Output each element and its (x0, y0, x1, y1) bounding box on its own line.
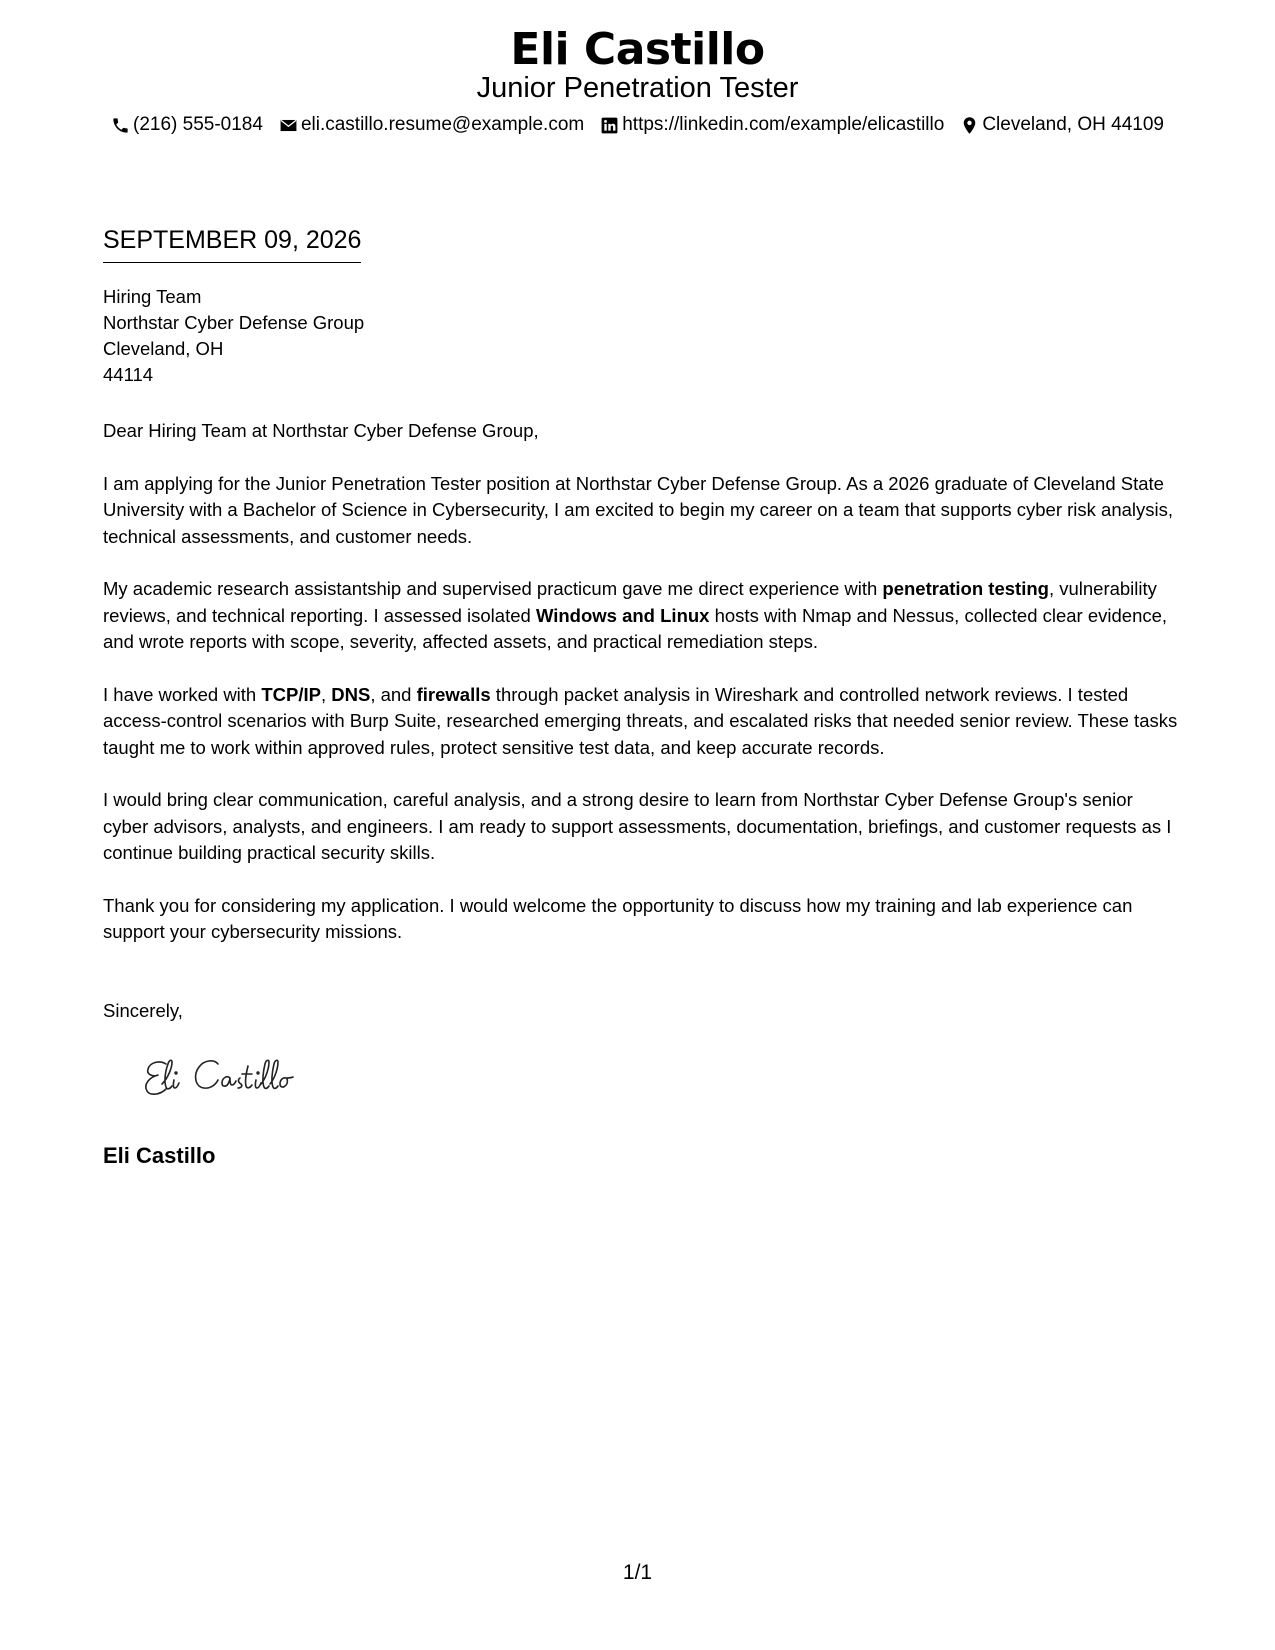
contact-linkedin[interactable] (600, 112, 944, 138)
paragraph-intro: I am applying for the Junior Penetration Tester position at Northstar Cyber Defense Group. As a 2026 graduate of Cleveland State University with a Bachelor of Science in Cybersecurity, I am excited to begin my career on a team that supports cyber risk analysis, technical assessments, and customer needs. (103, 472, 1174, 547)
recipient-line: 44114 (103, 364, 154, 385)
text-run: , vulnerability reviews, and technical reporting. I assessed isolated (103, 578, 1157, 626)
emphasis: Windows and Linux (535, 604, 710, 626)
contact-row (0, 112, 1275, 138)
applicant-name: Eli Castillo (510, 24, 765, 75)
contact-phone[interactable] (111, 112, 263, 138)
emphasis: TCP/IP (261, 683, 321, 705)
linkedin-text: https://linkedin.com/example/elicastillo (622, 114, 945, 135)
contact-location (960, 112, 1164, 138)
text-run: I have worked with (103, 683, 262, 705)
salutation: Dear Hiring Team at Northstar Cyber Defense Group, (103, 420, 539, 441)
phone-text: (216) 555-0184 (133, 114, 263, 135)
envelope-icon (279, 116, 298, 135)
location-text: Cleveland, OH 44109 (982, 114, 1164, 135)
recipient-block (103, 284, 364, 388)
text-run: hosts with Nmap and Nessus, collected clear evidence, and wrote reports with scope, severity, affected assets, and practical remediation steps. (103, 604, 1168, 652)
text-run: My academic research assistantship and supervised practicum gave me direct experience with (103, 578, 883, 599)
signed-name: Eli Castillo (103, 1143, 216, 1168)
recipient-line: Hiring Team (103, 286, 202, 307)
email-text: eli.castillo.resume@example.com (300, 114, 585, 135)
emphasis: penetration testing (882, 578, 1049, 599)
applicant-role: Junior Penetration Tester (476, 72, 799, 104)
map-marker-icon (960, 116, 979, 135)
paragraph-thanks: Thank you for considering my application. I would welcome the opportunity to discuss how my training and lab experience can support your cybersecurity missions. (103, 894, 1133, 942)
text-run: , (320, 683, 332, 705)
recipient-line: Cleveland, OH (103, 338, 224, 359)
closing: Sincerely, (103, 1000, 183, 1021)
paragraph-networking (103, 682, 1178, 762)
text-run: through packet analysis in Wireshark and controlled network reviews. I tested access-control scenarios with Burp Suite, researched emerging threats, and escalated risks that needed senior review. These tasks taught me to work within approved rules, protect sensitive test data, and keep accurate records. (103, 683, 1178, 758)
paragraph-experience (103, 576, 1178, 656)
phone-icon (111, 116, 130, 135)
contact-email[interactable] (279, 112, 584, 138)
emphasis: DNS (331, 683, 371, 705)
linkedin-icon (600, 116, 619, 135)
text-run: , and (370, 683, 417, 705)
page-number: 1/1 (622, 1561, 653, 1584)
handwritten-signature (140, 1052, 330, 1102)
emphasis: firewalls (416, 683, 491, 705)
recipient-line: Northstar Cyber Defense Group (103, 312, 365, 333)
paragraph-contribution: I would bring clear communication, careful analysis, and a strong desire to learn from Northstar Cyber Defense Group's senior cyber advisors, analysts, and engineers. I am ready to support assessments, documentation, briefings, and customer requests as I continue building practical security skills. (103, 789, 1172, 863)
letter-date: SEPTEMBER 09, 2026 (103, 224, 361, 263)
letter-body (103, 418, 1178, 972)
